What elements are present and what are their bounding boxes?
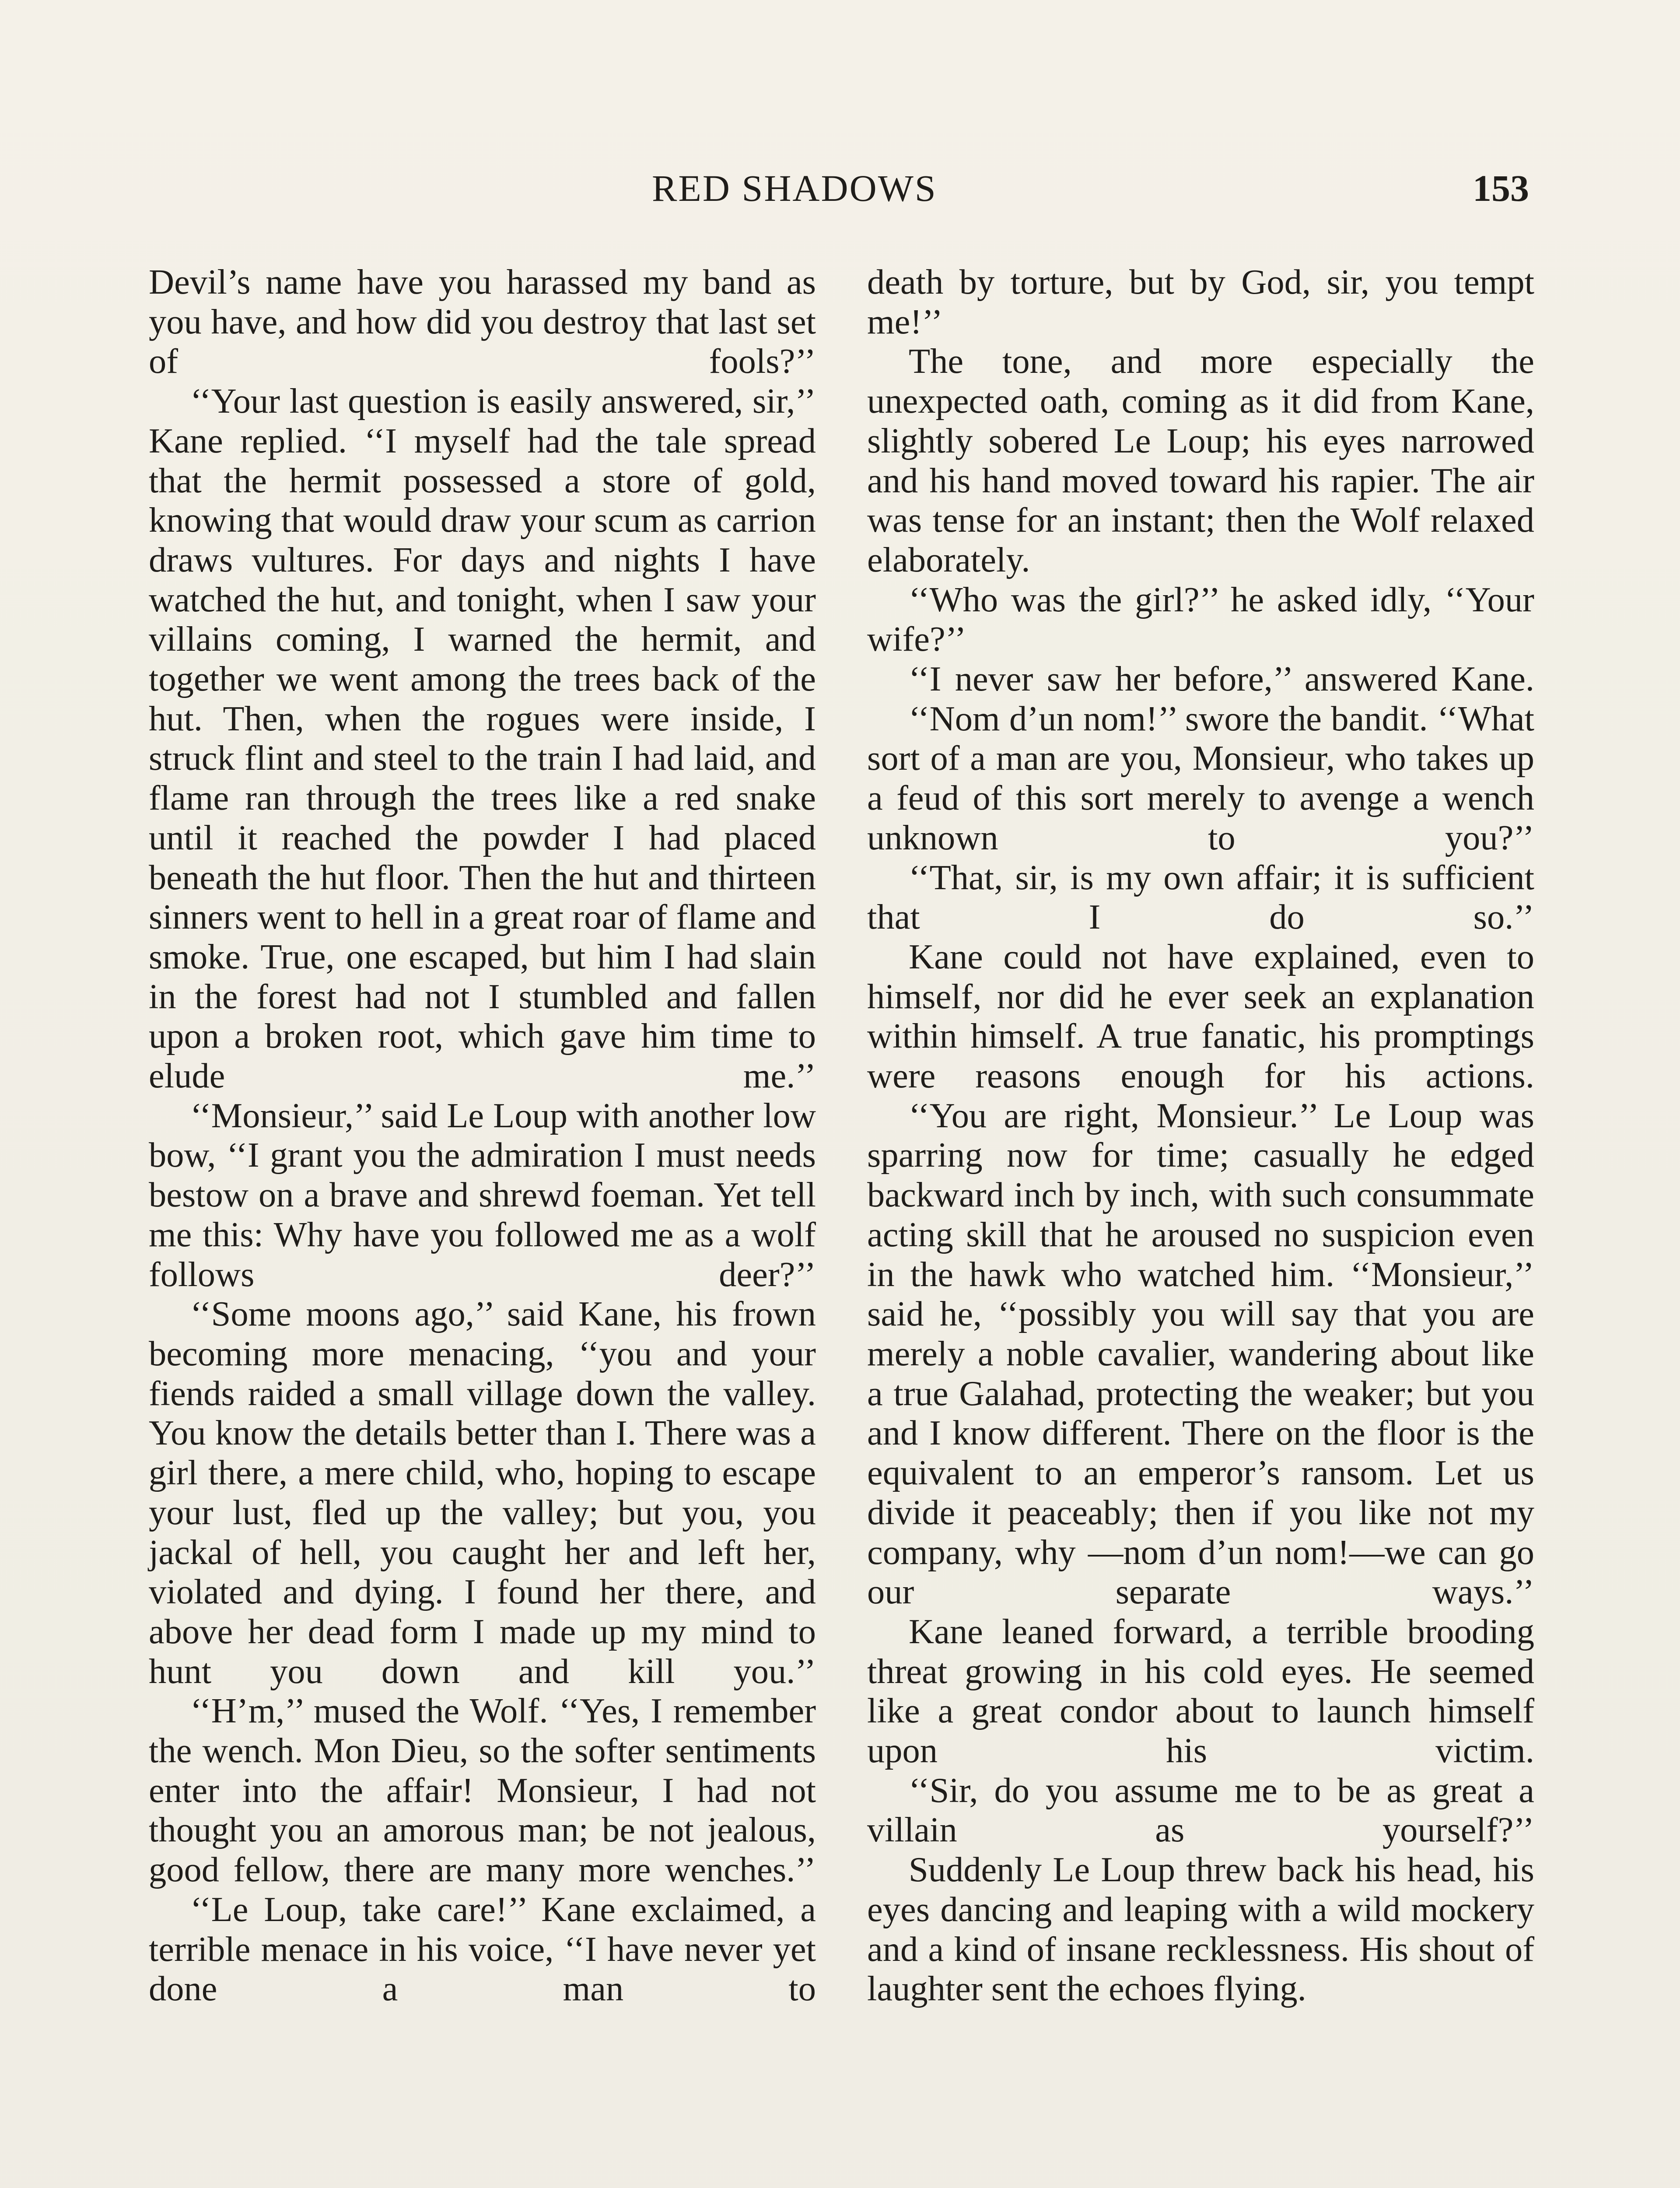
paragraph: ‘‘H’m,’’ mused the Wolf. ‘‘Yes, I remember the wench. Mon Dieu, so the softer sentiments enter into the affair! Monsieur, I had not thought you an amorous man; be not jealous, good fellow, there are many more wenches.’’ xyxy=(149,1691,816,1890)
paragraph: Kane leaned forward, a terrible brooding threat growing in his cold eyes. He seemed like a great condor about to launch himself upon his victim. xyxy=(867,1612,1534,1771)
paragraph: ‘‘Le Loup, take care!’’ Kane exclaimed, a terrible menace in his voice, ‘‘I have never yet done a man to xyxy=(149,1890,816,2009)
paragraph: ‘‘That, sir, is my own affair; it is sufficient that I do so.’’ xyxy=(867,858,1534,937)
right-column xyxy=(867,263,1534,2009)
paragraph: ‘‘You are right, Monsieur.’’ Le Loup was sparring now for time; casually he edged backward inch by inch, with such consummate acting skill that he aroused no suspicion even in the hawk who watched him. ‘‘Monsieur,’’ said he, ‘‘possibly you will say that you are merely a noble cavalier, wandering about like a true Galahad, protecting the weaker; but you and I know different. There on the floor is the equivalent to an emperor’s ransom. Let us divide it peaceably; then if you like not my company, why —nom d’un nom!—we can go our separate ways.’’ xyxy=(867,1096,1534,1612)
paragraph: ‘‘Some moons ago,’’ said Kane, his frown becoming more menacing, ‘‘you and your fiends raided a small village down the valley. You know the details better than I. There was a girl there, a mere child, who, hoping to escape your lust, fled up the valley; but you, you jackal of hell, you caught her and left her, violated and dying. I found her there, and above her dead form I made up my mind to hunt you down and kill you.’’ xyxy=(149,1294,816,1691)
running-title: RED SHADOWS xyxy=(652,167,937,209)
paragraph: The tone, and more especially the unexpected oath, coming as it did from Kane, slightly sobered Le Loup; his eyes narrowed and his hand moved toward his rapier. The air was tense for an instant; then the Wolf relaxed elaborately. xyxy=(867,342,1534,579)
left-column xyxy=(149,263,816,2009)
running-head xyxy=(0,162,1680,214)
paragraph: Devil’s name have you harassed my band as you have, and how did you destroy that last set of fools?’’ xyxy=(149,263,816,381)
paragraph: ‘‘Sir, do you assume me to be as great a villain as yourself?’’ xyxy=(867,1771,1534,1850)
paragraph: Kane could not have explained, even to himself, nor did he ever seek an explanation within himself. A true fanatic, his promptings were reasons enough for his actions. xyxy=(867,937,1534,1096)
paragraph: ‘‘I never saw her before,’’ answered Kane. xyxy=(909,659,1534,699)
paragraph: ‘‘Nom d’un nom!’’ swore the bandit. ‘‘What sort of a man are you, Monsieur, who takes up a feud of this sort merely to avenge a wench unknown to you?’’ xyxy=(867,699,1534,857)
page-number: 153 xyxy=(1473,167,1529,209)
paragraph: Suddenly Le Loup threw back his head, his eyes dancing and leaping with a wild mockery and a kind of insane recklessness. His shout of laughter sent the echoes flying. xyxy=(867,1850,1534,2009)
paragraph: death by torture, but by God, sir, you tempt me!’’ xyxy=(867,263,1534,341)
paragraph: ‘‘Your last question is easily answered, sir,’’ Kane replied. ‘‘I myself had the tale spread that the hermit possessed a store of gold, knowing that would draw your scum as carrion draws vultures. For days and nights I have watched the hut, and tonight, when I saw your villains coming, I warned the hermit, and together we went among the trees back of the hut. Then, when the rogues were inside, I struck flint and steel to the train I had laid, and flame ran through the trees like a red snake until it reached the powder I had placed beneath the hut floor. Then the hut and thirteen sinners went to hell in a great roar of flame and smoke. True, one escaped, but him I had slain in the forest had not I stumbled and fallen upon a broken root, which gave him time to elude me.’’ xyxy=(149,382,816,1096)
paragraph: ‘‘Who was the girl?’’ he asked idly, ‘‘Your wife?’’ xyxy=(867,580,1534,659)
paragraph: ‘‘Monsieur,’’ said Le Loup with another low bow, ‘‘I grant you the admiration I must needs bestow on a brave and shrewd foeman. Yet tell me this: Why have you followed me as a wolf follows deer?’’ xyxy=(149,1096,816,1294)
